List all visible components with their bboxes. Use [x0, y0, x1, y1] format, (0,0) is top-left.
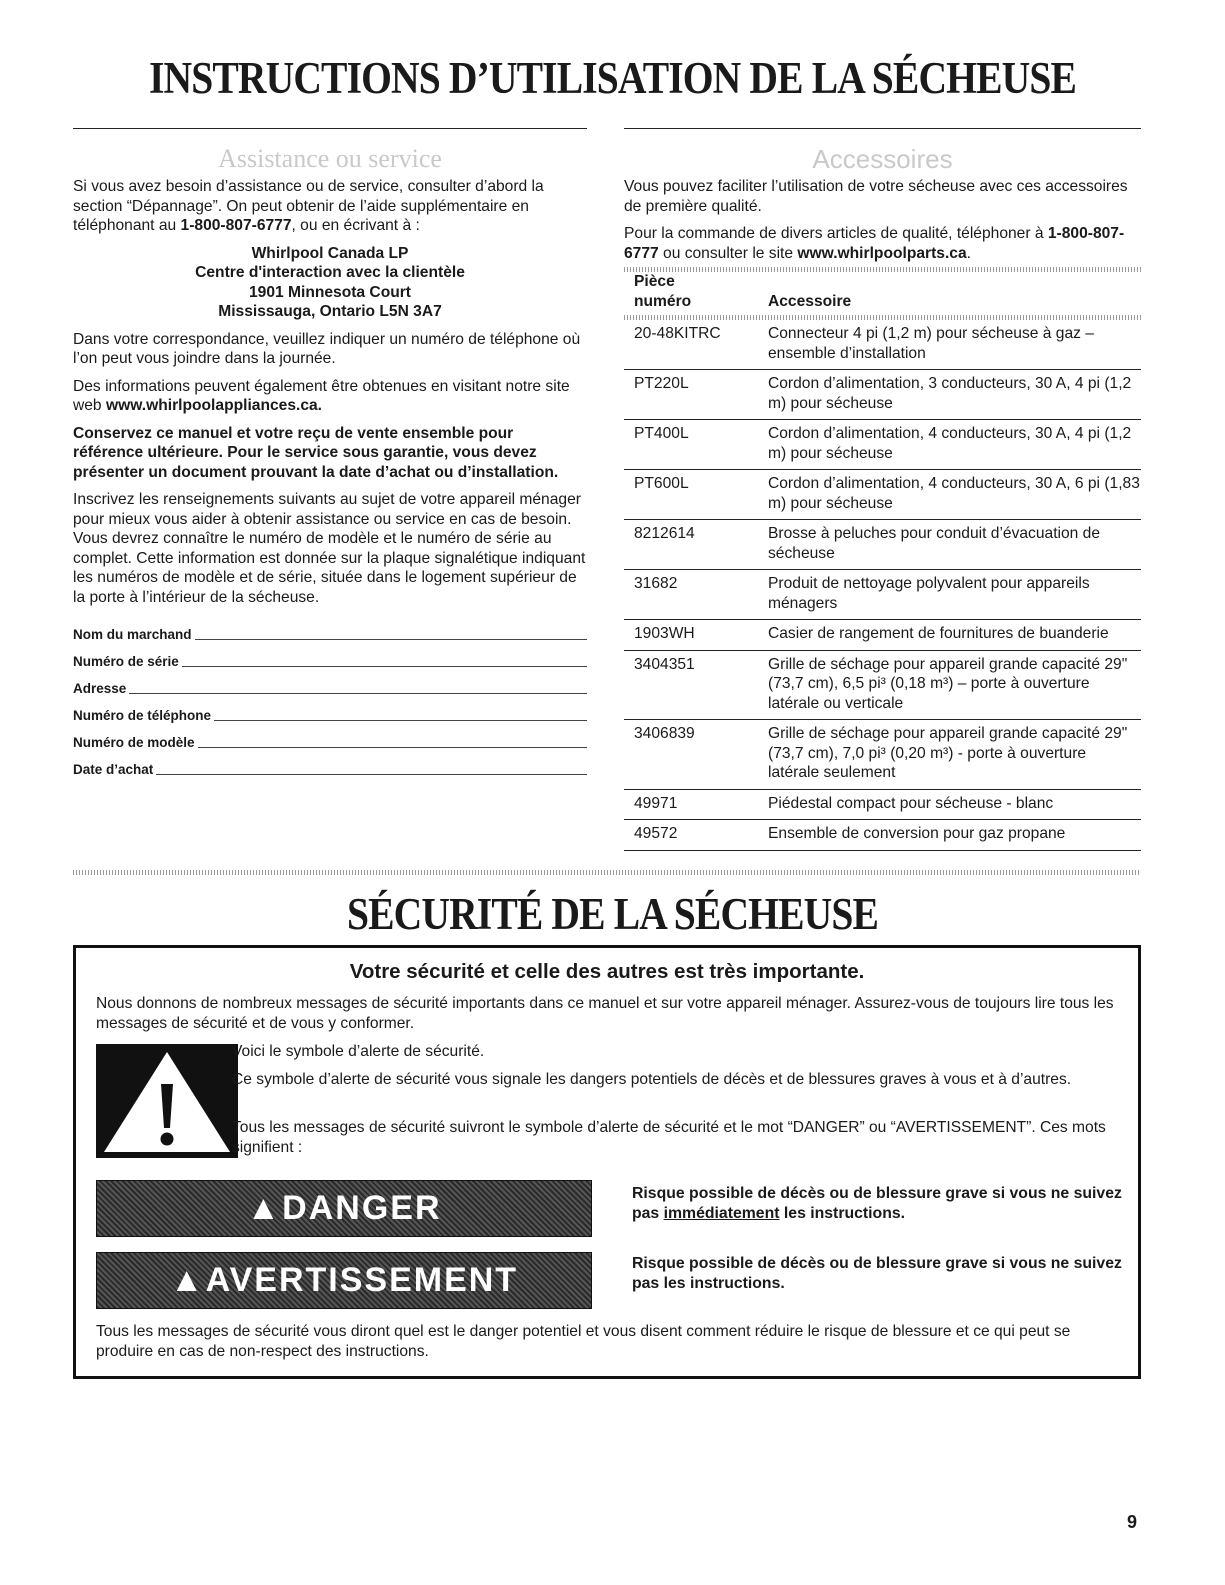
assistance-heading: Assistance ou service — [218, 144, 442, 173]
accessories-column — [624, 177, 1141, 851]
warning-triangle-icon: ▲ — [169, 1261, 206, 1299]
warning-description: Risque possible de décès ou de blessure grave si vous ne suivez pas les instructions. — [632, 1255, 1122, 1292]
mailing-address: Whirlpool Canada LP Centre d'interaction avec la clientèle 1901 Minnesota Court Mississauga, Ontario L5N 3A7 — [195, 244, 465, 320]
symbol-intro: Voici le symbole d’alerte de sécurité. — [232, 1043, 485, 1060]
assistance-intro: Si vous avez besoin d’assistance ou de service, consulter d’abord la section “Dépannage”. On peut obtenir de l’aide supplémentaire en téléphonant au 1-800-807-6777, ou en écrivant à : — [73, 178, 544, 234]
accessories-table — [624, 272, 1141, 851]
table-row: 31682 Produit de nettoyage polyvalent pour appareils ménagers — [624, 570, 1141, 620]
correspondence-note: Dans votre correspondance, veuillez indiquer un numéro de téléphone où l’on peut vous joindre dans la journée. — [73, 330, 581, 367]
page-number: 9 — [1127, 1512, 1138, 1532]
table-row: PT220L Cordon d’alimentation, 3 conducteurs, 30 A, 4 pi (1,2 m) pour sécheuse — [624, 370, 1141, 420]
safety-intro: Nous donnons de nombreux messages de sécurité importants dans ce manuel et sur votre appareil ménager. Assurez-vous de toujours lire tous les messages de sécurité et de vous y conformer. — [96, 995, 1114, 1032]
danger-description: Risque possible de décès ou de blessure grave si vous ne suivez pas immédiatement les instructions. — [632, 1185, 1122, 1222]
table-row: 49971 Piédestal compact pour sécheuse - blanc — [624, 789, 1141, 820]
divider — [624, 128, 1141, 129]
form-field-phone[interactable]: Numéro de téléphone — [73, 698, 587, 725]
accessories-order-info: Pour la commande de divers articles de qualité, téléphoner à 1-800-807-6777 ou consulter le site www.whirlpoolparts.ca. — [624, 225, 1125, 262]
col-part-number: Pièce numéro — [634, 273, 692, 310]
form-field-address[interactable]: Adresse — [73, 671, 587, 698]
col-accessory: Accessoire — [768, 292, 852, 310]
safety-heading: Votre sécurité et celle des autres est très importante. — [349, 960, 865, 983]
table-row: 3406839 Grille de séchage pour appareil grande capacité 29" (73,7 cm), 7,0 pi³ (0,20 m³) - porte à ouverture latérale seulement — [624, 720, 1141, 790]
table-row: PT400L Cordon d’alimentation, 4 conducteurs, 30 A, 4 pi (1,2 m) pour sécheuse — [624, 420, 1141, 470]
record-info-note: Inscrivez les renseignements suivants au sujet de votre appareil ménager pour mieux vous aider à obtenir assistance ou service en cas de besoin. Vous devrez connaître le numéro de modèle et le numéro de série au complet. Cette information est donnée sur la plaque signalétique indiquant les numéros de modèle et de série, située dans le logement supérieur de la porte à l’intérieur de la sécheuse. — [73, 491, 586, 606]
page-title: INSTRUCTIONS D’UTILISATION DE LA SÉCHEUSE — [148, 53, 1077, 103]
warning-banner: ▲AVERTISSEMENT — [96, 1252, 592, 1309]
accessories-intro: Vous pouvez faciliter l’utilisation de votre sécheuse avec ces accessoires de première qualité. — [624, 178, 1128, 215]
table-row: 8212614 Brosse à peluches pour conduit d’évacuation de sécheuse — [624, 520, 1141, 570]
table-row: 49572 Ensemble de conversion pour gaz propane — [624, 820, 1141, 851]
safety-closing: Tous les messages de sécurité vous diront quel est le danger potentiel et vous disent comment réduire le risque de blessure et ce qui peut se produire en cas de non-respect des instructions. — [96, 1323, 1071, 1360]
phone-number: 1-800-807-6777 — [180, 217, 292, 234]
divider — [73, 128, 587, 129]
table-row: PT600L Cordon d’alimentation, 4 conducteurs, 30 A, 6 pi (1,83 m) pour sécheuse — [624, 470, 1141, 520]
section-divider — [73, 870, 1141, 875]
accessories-heading: Accessoires — [812, 144, 953, 174]
form-field-model[interactable]: Numéro de modèle — [73, 725, 587, 752]
form-field-purchase-date[interactable]: Date d’achat — [73, 752, 587, 779]
table-row: 1903WH Casier de rangement de fournitures de buanderie — [624, 620, 1141, 651]
signal-words-note: Tous les messages de sécurité suivront le symbole d’alerte de sécurité et le mot “DANGER” ou “AVERTISSEMENT”. Ces mots signifient : — [232, 1119, 1106, 1156]
keep-manual-note: Conservez ce manuel et votre reçu de vente ensemble pour référence ultérieure. Pour le service sous garantie, vous devez présenter un document prouvant la date d’achat ou d’installation. — [73, 424, 559, 481]
table-row: 3404351 Grille de séchage pour appareil grande capacité 29" (73,7 cm), 6,5 pi³ (0,18 m³) – porte à ouverture latérale ou verticale — [624, 650, 1141, 720]
table-header — [624, 272, 1141, 315]
safety-alert-icon — [96, 1044, 238, 1158]
symbol-meaning: Ce symbole d’alerte de sécurité vous signale les dangers potentiels de décès et de blessures graves à vous et à d’autres. — [232, 1071, 1072, 1088]
website-link[interactable]: www.whirlpoolappliances.ca. — [105, 397, 323, 414]
safety-title: SÉCURITÉ DE LA SÉCHEUSE — [346, 889, 879, 939]
assistance-column — [73, 177, 587, 779]
website-link[interactable]: www.whirlpoolparts.ca — [797, 244, 967, 262]
form-field-serial[interactable]: Numéro de série — [73, 644, 587, 671]
info-form — [73, 617, 587, 779]
table-row: 20-48KITRC Connecteur 4 pi (1,2 m) pour sécheuse à gaz – ensemble d’installation — [624, 320, 1141, 370]
danger-banner: ▲DANGER — [96, 1180, 592, 1237]
safety-box — [73, 945, 1141, 1379]
warning-triangle-icon: ▲ — [246, 1189, 283, 1227]
phone-number: 1-800-807-6777 — [624, 225, 1125, 262]
form-field-dealer[interactable]: Nom du marchand — [73, 617, 587, 644]
web-info: Des informations peuvent également être obtenues en visitant notre site web www.whirlpoolappliances.ca. — [73, 377, 570, 414]
